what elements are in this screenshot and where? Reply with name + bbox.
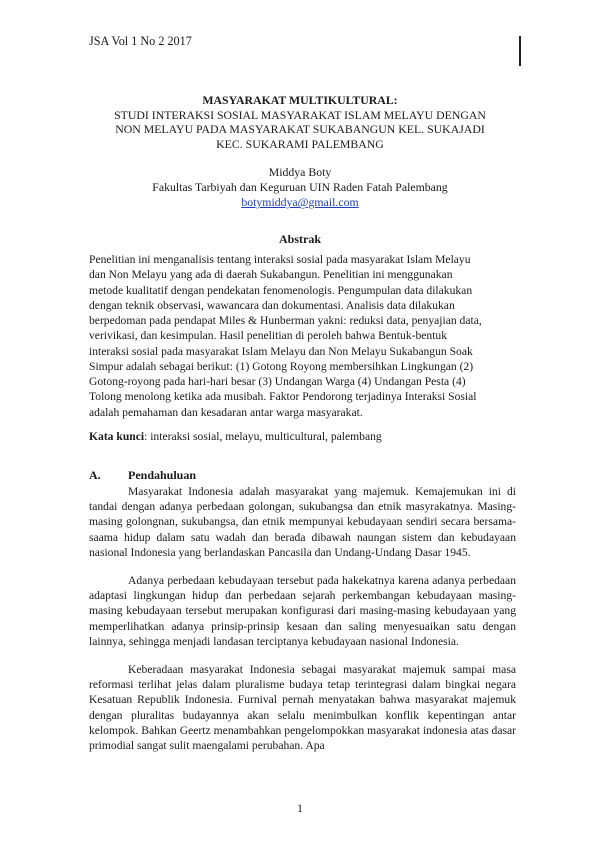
abstract-line: dengan teknik observasi, wawancara dan dokumentasi. Analisis data dilakukan — [89, 298, 455, 312]
body-paragraph: Masyarakat Indonesia adalah masyarakat yang majemuk. Kemajemukan ini di tandai dengan adanya perbedaan golongan, sukubangsa dan etnik masyrakatnya. Masing-masing golongnan, sukubangsa, dan etnik mempunyai kebudayaan sendiri secara bersama-saama hidup dalam satu wadah dan berada dibawah naungan sistem dan kebudayaan nasional Indonesia yang berlandaskan Pancasila dan Undang-Undang Dasar 1945. — [89, 485, 516, 559]
abstract-heading: Abstrak — [278, 232, 321, 246]
keywords-label: Kata kunci — [89, 430, 145, 443]
abstract-body — [89, 252, 516, 420]
body-text — [89, 484, 516, 766]
author-email-link[interactable]: botymiddya@gmail.com — [241, 195, 359, 210]
author-name: Middya Boty — [268, 165, 332, 179]
abstract-line: Simpur adalah sebagai berikut: (1) Gotong Royong membersihkan Lingkungan (2) — [89, 359, 474, 373]
body-paragraph: Adanya perbedaan kebudayaan tersebut pada hakekatnya karena adanya perbedaan adaptasi lingkungan hidup dan perbedaan sejarah perkembangan kebudayaan masing-masing kebudayaan tersebut merupakan konfigurasi dari masing-masing kebudayaan yang memperlihatkan adanya prinsip-prinsip kesaan dan saling menyesuaikan satu dengan lainnya, sehingga menjadi landasan terciptanya kebudayaan nasional Indonesia. — [89, 574, 516, 648]
subtitle-line: STUDI INTERAKSI SOSIAL MASYARAKAT ISLAM MELAYU DENGAN — [114, 107, 486, 122]
author-block — [60, 165, 540, 211]
subtitle-line: KEC. SUKARAMI PALEMBANG — [216, 136, 384, 151]
body-paragraph: Keberadaan masyarakat Indonesia sebagai masyarakat majemuk sampai masa reformasi terlihat jelas dalam pluralisme budaya tetap terintegrasi dalam bingkai negara Kesatuan Republik Indonesia. Furnival pernah menyatakan bahwa masyarakat majemuk dengan pluralitas budayannya akan selalu menimbulkan konflik kepentingan antar kelompok. Bahkan Geertz menambahkan pengelompokkan masyarakat indonesia atas dasar primodial sangat sulit maengalami perubahan. Apa — [89, 663, 516, 753]
abstract-line: Penelitian ini menganalisis tentang interaksi sosial pada masyarakat Islam Melayu — [89, 253, 471, 266]
keywords — [89, 429, 516, 444]
abstract-line: dan Non Melayu yang ada di daerah Sukabangun. Penelitian ini menggunakan — [89, 268, 453, 282]
title-block — [60, 93, 540, 151]
subtitle-line: NON MELAYU PADA MASYARAKAT SUKABANGUN KEL. SUKAJADI — [115, 122, 485, 137]
main-title: MASYARAKAT MULTIKULTURAL: — [202, 93, 398, 107]
abstract-line: verivikasi, dan kesimpulan. Hasil penelitian di peroleh bahwa Bentuk-bentuk — [89, 329, 448, 343]
section-letter: A. — [89, 468, 101, 482]
section-heading — [89, 468, 196, 483]
abstract-line: Tolong menolong ketika ada musibah. Faktor Pendorong terjadinya Interaksi Sosial — [89, 390, 477, 404]
abstract-line: metode kualitatif dengan pendekatan fenomenologis. Pengumpulan data dilakukan — [89, 283, 473, 297]
author-affiliation: Fakultas Tarbiyah dan Keguruan UIN Raden Fatah Palembang — [152, 180, 448, 195]
page-number: 1 — [297, 801, 303, 815]
abstract-line: interaksi sosial pada masyarakat Islam Melayu dan Non Melayu Sukabangun Soak — [89, 344, 473, 358]
abstract-line: Gotong-royong pada hari-hari besar (3) Undangan Warga (4) Undangan Pesta (4) — [89, 375, 466, 388]
keywords-text: : interaksi sosial, melayu, multicultural, palembang — [144, 430, 382, 443]
section-title: Pendahuluan — [128, 468, 197, 482]
journal-header: JSA Vol 1 No 2 2017 — [89, 34, 192, 48]
abstract-line: adalah pemahaman dan kesadaran antar warga masyarakat. — [89, 405, 363, 419]
header-rule — [519, 36, 521, 66]
abstract-line: berpedoman pada pendapat Miles & Hunberman yakni: reduksi data, penyajian data, — [89, 314, 482, 327]
